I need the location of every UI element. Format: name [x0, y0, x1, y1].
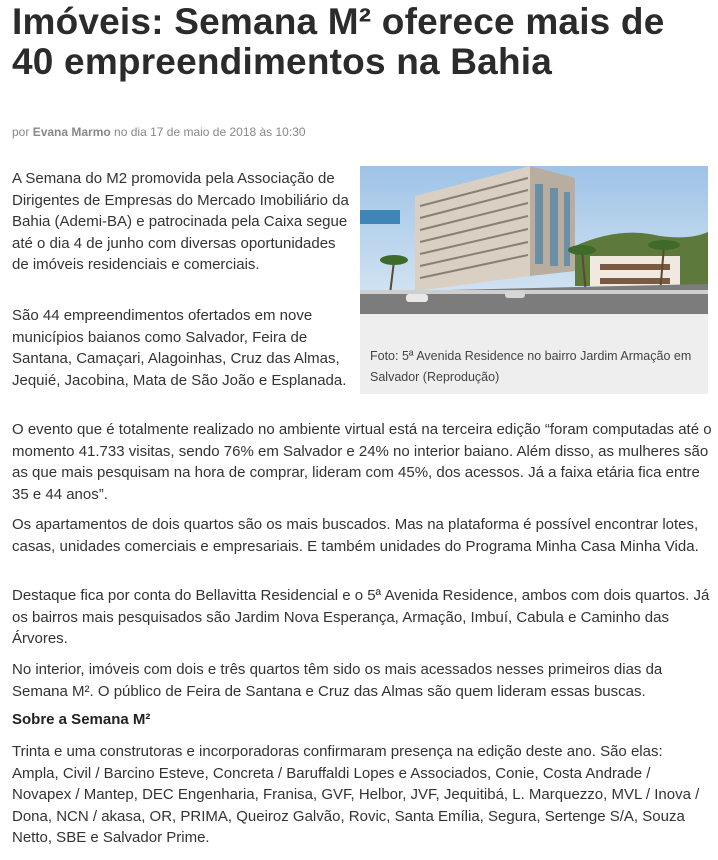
paragraph-2: São 44 empreendimentos ofertados em nove municípios baianos como Salvador, Feira de Santana, Camaçari, Alagoinhas, Cruz das Almas, Jequié, Jacobina, Mata de São João e Esplanada.: [12, 307, 347, 389]
section-subheading: Sobre a Semana M²: [12, 711, 151, 728]
paragraph-6: No interior, imóveis com dois e três quartos têm sido os mais acessados nesses primeiros dias da Semana M². O público de Feira de Santana e Cruz das Almas são quem lideram essas buscas.: [12, 661, 663, 700]
byline-prefix: por: [12, 125, 33, 139]
article-figure: [360, 166, 708, 394]
image-caption: Foto: 5ª Avenida Residence no bairro Jardim Armação em Salvador (Reprodução): [370, 349, 692, 384]
byline: [12, 125, 306, 139]
publish-date: no dia 17 de maio de 2018 às 10:30: [110, 125, 306, 139]
paragraph-3: O evento que é totalmente realizado no ambiente virtual está na terceira edição “foram computadas até o momento 41.733 visitas, sendo 76% em Salvador e 24% no interior baiano. Além disso, as mulheres são as que mais pesquisam na hora de comprar, lideram com 45%, dos acessos. Já a faixa etária fica entre 35 e 44 anos”.: [12, 421, 712, 503]
paragraph-1: A Semana do M2 promovida pela Associação de Dirigentes de Empresas do Mercado Imobiliário da Bahia (Ademi-BA) e patrocinada pela Caixa segue até o dia 4 de junho com diversas oportunidades de imóveis residenciais e comerciais.: [12, 170, 349, 273]
author-name[interactable]: Evana Marmo: [32, 125, 111, 139]
paragraph-4: Os apartamentos de dois quartos são os mais buscados. Mas na plataforma é possível encontrar lotes, casas, unidades comerciais e empresariais. E também unidades do Programa Minha Casa Minha Vida.: [12, 516, 699, 555]
article-title: Imóveis: Semana M² oferece mais de 40 empreendimentos na Bahia: [12, 1, 665, 82]
article-photo[interactable]: [360, 166, 708, 314]
paragraph-5: Destaque fica por conta do Bellavitta Residencial e o 5ª Avenida Residence, ambos com dois quartos. Já os bairros mais pesquisados são Jardim Nova Esperança, Armação, Imbuí, Cabula e Caminho das Árvores.: [12, 587, 710, 647]
paragraph-7: Trinta e uma construtoras e incorporadoras confirmaram presença na edição deste ano. São elas: Ampla, Civil / Barcino Esteve, Concreta / Baruffaldi Lopes e Associados, Conie, Costa Andrade / Novapex / Mantep, DEC Engenharia, Franisa, GVF, Helbor, JVF, Jequitibá, L. Marquezzo, MVL / Inova / Dona, NCN / akasa, OR, PRIMA, Queiroz Galvão, Rovic, Santa Emília, Segura, Sertenge S/A, Souza Netto, SBE e Salvador Prime.: [12, 743, 700, 846]
